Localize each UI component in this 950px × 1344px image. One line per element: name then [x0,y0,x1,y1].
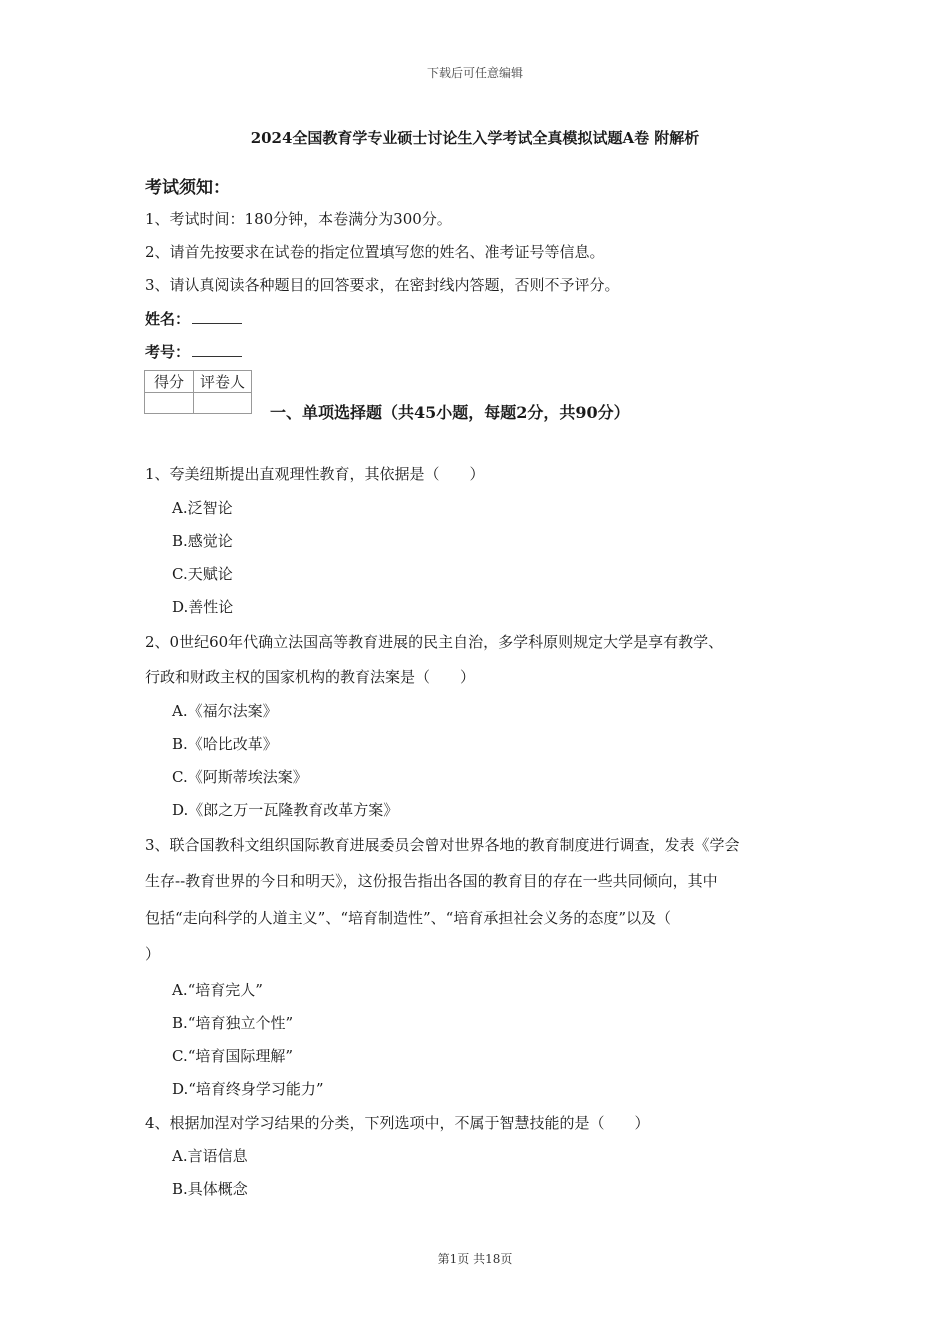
notice-line: 3、请认真阅读各种题目的回答要求，在密封线内答题，否则不予评分。 [145,276,620,294]
question-text: 生存--教育世界的今日和明天》，这份报告指出各国的教育目的存在一些共同倾向，其中 [145,872,718,890]
option: A.“培育完人” [172,981,263,999]
option: D.《郎之万一瓦隆教育改革方案》 [172,801,399,819]
option: A.泛智论 [172,499,233,517]
grader-header: 评卷人 [194,371,252,393]
option: D.善性论 [172,598,234,616]
option: D.“培育终身学习能力” [172,1080,324,1098]
score-table [144,370,252,414]
option: B.《哈比改革》 [172,735,278,753]
score-header: 得分 [145,371,194,393]
question-text: 2、0世纪60年代确立法国高等教育进展的民主自治，多学科原则规定大学是享有教学、 [145,633,724,651]
option: B.具体概念 [172,1180,248,1198]
question-text: 包括“走向科学的人道主义”、“培育制造性”、“培育承担社会义务的态度”以及（ [145,909,672,927]
id-label: 考号： [145,343,191,361]
name-field [145,308,242,329]
question-text: 4、根据加涅对学习结果的分类，下列选项中，不属于智慧技能的是（ ） [145,1114,650,1132]
option: C.天赋论 [172,565,233,583]
option: B.“培育独立个性” [172,1014,294,1032]
page-footer: 第1页 共18页 [437,1252,513,1266]
option: A.《福尔法案》 [172,702,278,720]
option: C.《阿斯蒂埃法案》 [172,768,308,786]
option: B.感觉论 [172,532,233,550]
notice-heading: 考试须知： [145,178,230,198]
page-header: 下载后可任意编辑 [426,66,523,80]
section-title: 一、单项选择题（共45小题，每题2分，共90分） [270,403,630,422]
notice-line: 2、请首先按要求在试卷的指定位置填写您的姓名、准考证号等信息。 [145,243,605,261]
name-label: 姓名： [145,310,191,328]
notice-line: 1、考试时间：180分钟，本卷满分为300分。 [145,210,452,228]
question-text: 3、联合国教科文组织国际教育进展委员会曾对世界各地的教育制度进行调查，发表《学会 [145,836,740,854]
exam-title: 2024全国教育学专业硕士讨论生入学考试全真模拟试题A卷 附解析 [250,129,700,147]
grader-cell [194,393,252,414]
option: A.言语信息 [172,1147,248,1165]
score-cell [145,393,194,414]
question-text: ） [145,945,161,963]
id-blank[interactable] [192,341,242,357]
id-field [145,341,242,362]
option: C.“培育国际理解” [172,1047,294,1065]
question-text: 1、夸美纽斯提出直观理性教育，其依据是（ ） [145,465,485,483]
name-blank[interactable] [192,308,242,324]
question-text: 行政和财政主权的国家机构的教育法案是（ ） [145,668,476,686]
